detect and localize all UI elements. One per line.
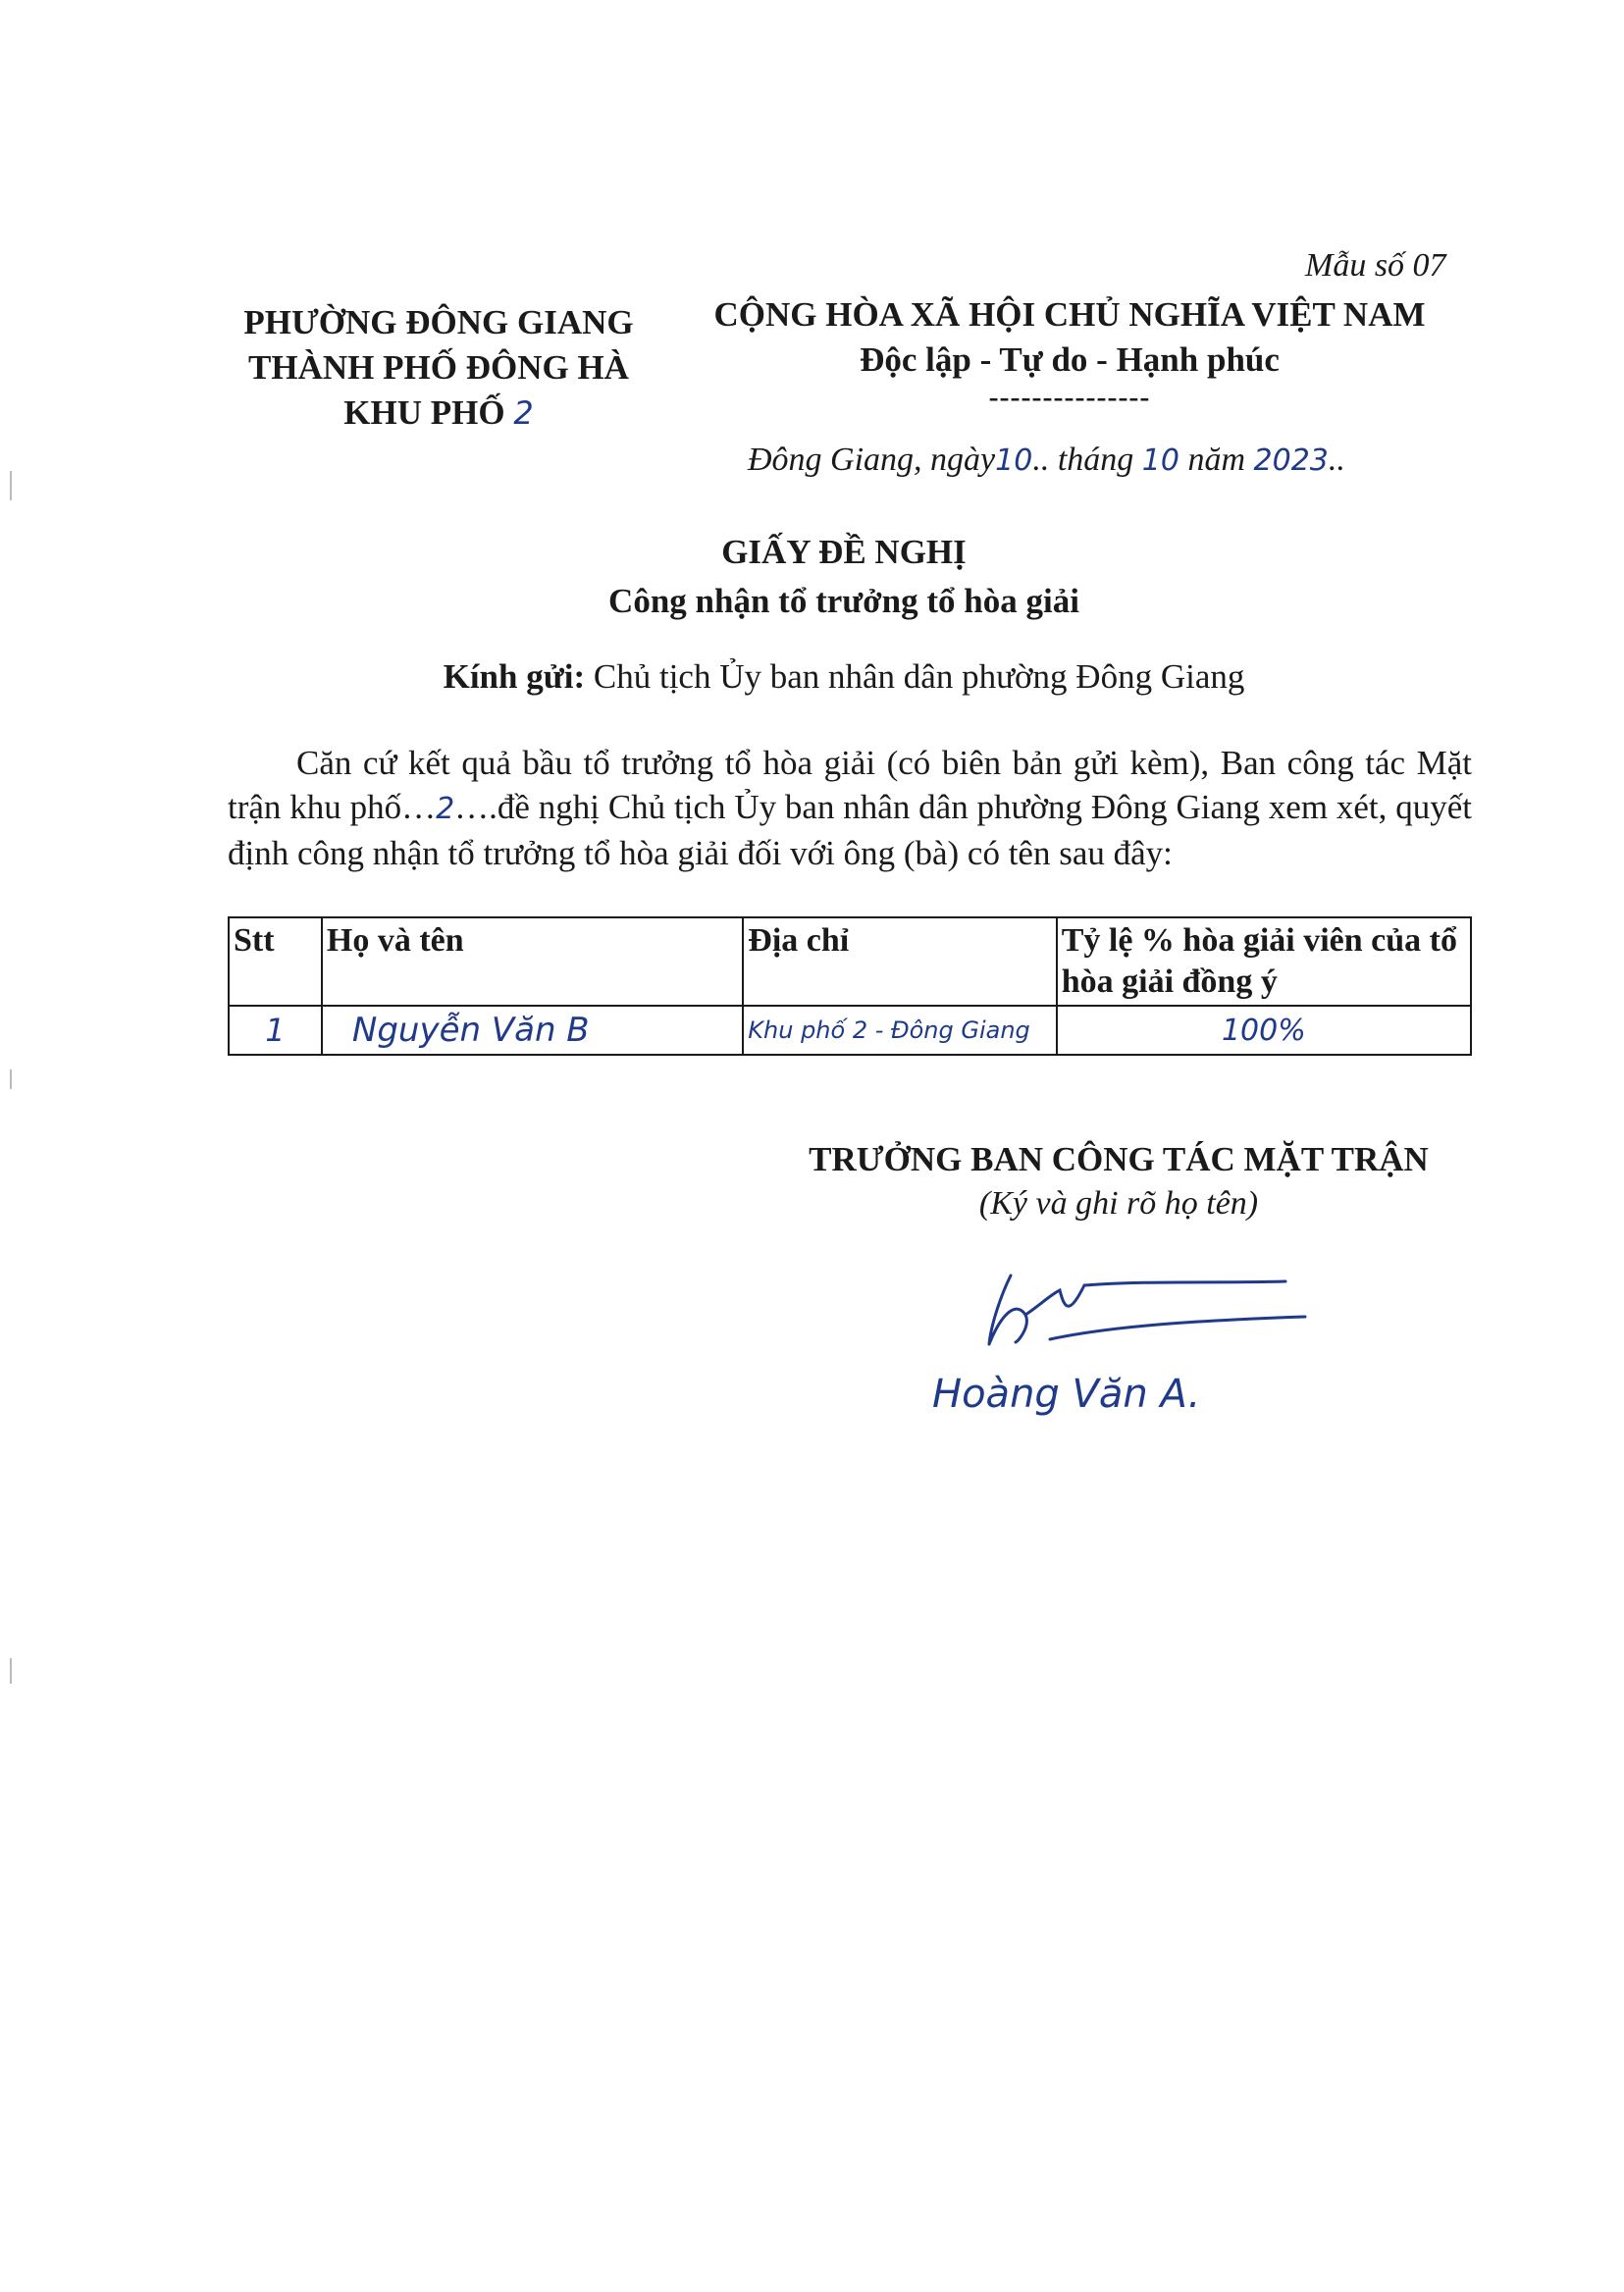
signer-title: TRƯỞNG BAN CÔNG TÁC MẶT TRẬN	[809, 1140, 1429, 1178]
table-cell-ratio: 100%	[1057, 1006, 1471, 1055]
scan-mark	[10, 1658, 12, 1684]
national-motto: Độc lập - Tự do - Hạnh phúc	[860, 340, 1280, 379]
form-number: Mẫu số 07	[1305, 247, 1446, 284]
signature-graphic	[971, 1256, 1325, 1364]
nominee-table	[228, 916, 1472, 1056]
scan-mark	[10, 471, 12, 500]
issuer-quarter-label: KHU PHỐ	[343, 393, 514, 432]
date-suffix: ..	[1328, 442, 1345, 478]
signature-scribble	[971, 1256, 1325, 1369]
body-paragraph	[228, 741, 1472, 875]
national-name: CỘNG HÒA XÃ HỘI CHỦ NGHĨA VIỆT NAM	[713, 295, 1426, 334]
date-day: 10	[995, 443, 1033, 478]
date-month: 10	[1141, 443, 1179, 478]
scan-mark	[10, 1069, 12, 1089]
document-title-sub: Công nhận tổ trưởng tổ hòa giải	[608, 582, 1079, 620]
table-header-address: Địa chỉ	[743, 917, 1056, 1006]
issuer-header	[218, 300, 659, 436]
header-divider: ---------------	[988, 381, 1151, 413]
table-header-row	[229, 917, 1471, 1006]
body-quarter-number: 2	[436, 792, 455, 826]
recipient-label: Kính gửi:	[443, 657, 586, 696]
table-row	[229, 1006, 1471, 1055]
document-title-main: GIẤY ĐỀ NGHỊ	[721, 533, 967, 571]
issuer-ward: PHƯỜNG ĐÔNG GIANG	[243, 303, 634, 341]
recipient-line	[226, 657, 1462, 697]
issuer-city: THÀNH PHỐ ĐÔNG HÀ	[248, 348, 629, 387]
date-line	[748, 442, 1345, 479]
table-header-name: Họ và tên	[322, 917, 743, 1006]
body-part-2: ….đề nghị Chủ tịch Ủy ban nhân dân phường Đông Giang xem xét, quyết định công nhận tổ trưởng tổ hòa giải đối với ông (bà) có tên sau đây:	[228, 788, 1472, 872]
signer-name: Hoàng Văn A.	[932, 1372, 1201, 1417]
issuer-quarter-number: 2	[513, 394, 534, 432]
date-year: 2023	[1253, 443, 1329, 478]
signature-instruction: (Ký và ghi rõ họ tên)	[978, 1185, 1259, 1222]
document-title	[393, 528, 1295, 626]
table-cell-address: Khu phố 2 - Đông Giang	[743, 1006, 1056, 1055]
date-mid-2: năm	[1179, 442, 1254, 478]
date-mid-1: .. tháng	[1032, 442, 1142, 478]
table-cell-name: Nguyễn Văn B	[322, 1006, 743, 1055]
issuer-quarter	[218, 391, 659, 436]
national-header	[677, 292, 1462, 412]
body-part-1: Căn cứ kết quả bầu tổ trưởng tổ hòa giải (có biên bản gửi kèm), Ban công tác Mặt trận khu phố…	[228, 744, 1472, 826]
date-prefix: Đông Giang, ngày	[748, 442, 996, 478]
table-cell-stt: 1	[229, 1006, 322, 1055]
table-header-stt: Stt	[229, 917, 322, 1006]
table-header-ratio: Tỷ lệ % hòa giải viên của tổ hòa giải đồng ý	[1057, 917, 1471, 1006]
recipient-value: Chủ tịch Ủy ban nhân dân phường Đông Giang	[585, 657, 1245, 696]
